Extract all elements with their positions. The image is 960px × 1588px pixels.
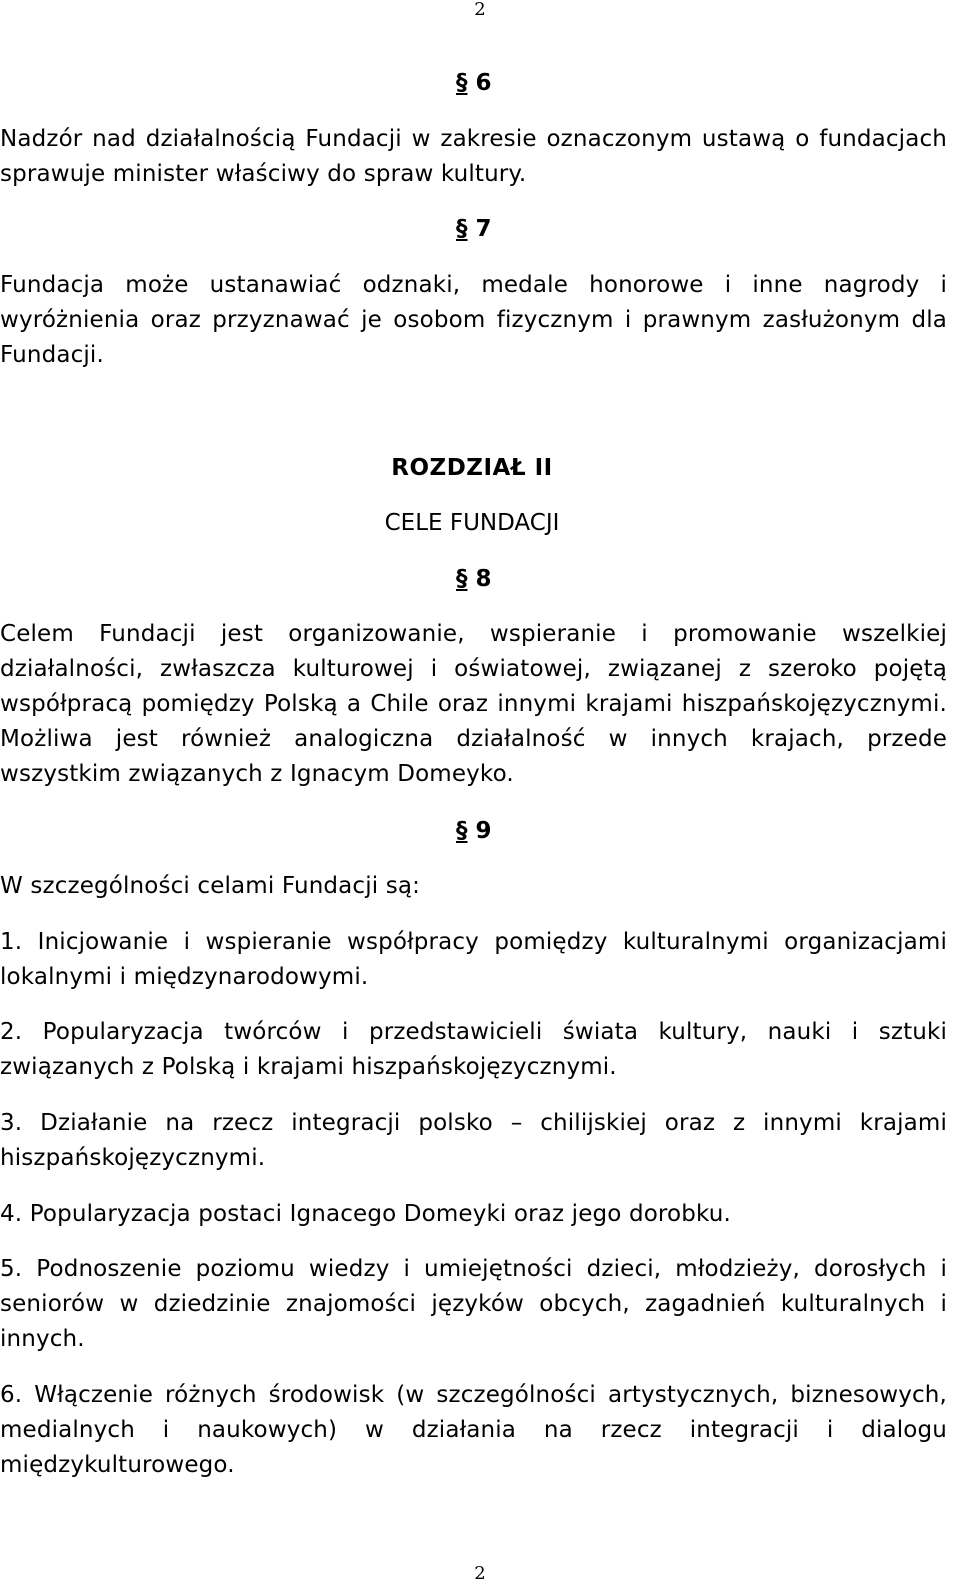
section-9-intro: W szczególności celami Fundacji są: (0, 873, 421, 899)
section-symbol: § (456, 70, 468, 96)
section-9-heading (456, 816, 492, 846)
section-number: 8 (475, 566, 492, 592)
goal-item-3: 3. Działanie na rzecz integracji polsko – chilijskiej oraz z innymi krajami hiszpańskojęzycznymi. (0, 1110, 947, 1171)
goal-item-6: 6. Włączenie różnych środowisk (w szczególności artystycznych, biznesowych, medialnych i naukowych) w działania na rzecz integracji i dialogu międzykulturowego. (0, 1382, 947, 1478)
section-7-heading (456, 214, 492, 244)
section-symbol: § (456, 818, 468, 844)
section-7-text: Fundacja może ustanawiać odznaki, medale honorowe i inne nagrody i wyróżnienia oraz przyznawać je osobom fizycznym i prawnym zasłużonym dla Fundacji. (0, 272, 947, 368)
section-number: 7 (475, 216, 492, 242)
section-6-heading (456, 68, 492, 98)
section-8-heading (456, 564, 492, 594)
goal-item-1: 1. Inicjowanie i wspieranie współpracy pomiędzy kulturalnymi organizacjami lokalnymi i międzynarodowymi. (0, 929, 947, 990)
page-number-bottom: 2 (474, 1563, 486, 1584)
goal-item-2: 2. Popularyzacja twórców i przedstawicieli świata kultury, nauki i sztuki związanych z Polską i krajami hiszpańskojęzycznymi. (0, 1019, 947, 1080)
section-symbol: § (456, 216, 468, 242)
section-number: 6 (475, 70, 492, 96)
goal-item-5: 5. Podnoszenie poziomu wiedzy i umiejętności dzieci, młodzieży, dorosłych i seniorów w dziedzinie znajomości języków obcych, zagadnień kulturalnych i innych. (0, 1256, 947, 1352)
section-symbol: § (456, 566, 468, 592)
section-8-text: Celem Fundacji jest organizowanie, wspieranie i promowanie wszelkiej działalności, zwłaszcza kulturowej i oświatowej, związanej z szeroko pojętą współpracą pomiędzy Polską a Chile oraz innymi krajami hiszpańskojęzycznymi. Możliwa jest również analogiczna działalność w innych krajach, przede wszystkim związanych z Ignacym Domeyko. (0, 621, 947, 787)
section-6-text: Nadzór nad działalnością Fundacji w zakresie oznaczonym ustawą o fundacjach sprawuje minister właściwy do spraw kultury. (0, 126, 947, 187)
page-number-top: 2 (474, 0, 486, 20)
section-number: 9 (475, 818, 492, 844)
chapter-subtitle: CELE FUNDACJI (384, 510, 560, 536)
chapter-title: ROZDZIAŁ II (391, 455, 553, 481)
goal-item-4: 4. Popularyzacja postaci Ignacego Domeyki oraz jego dorobku. (0, 1201, 731, 1227)
